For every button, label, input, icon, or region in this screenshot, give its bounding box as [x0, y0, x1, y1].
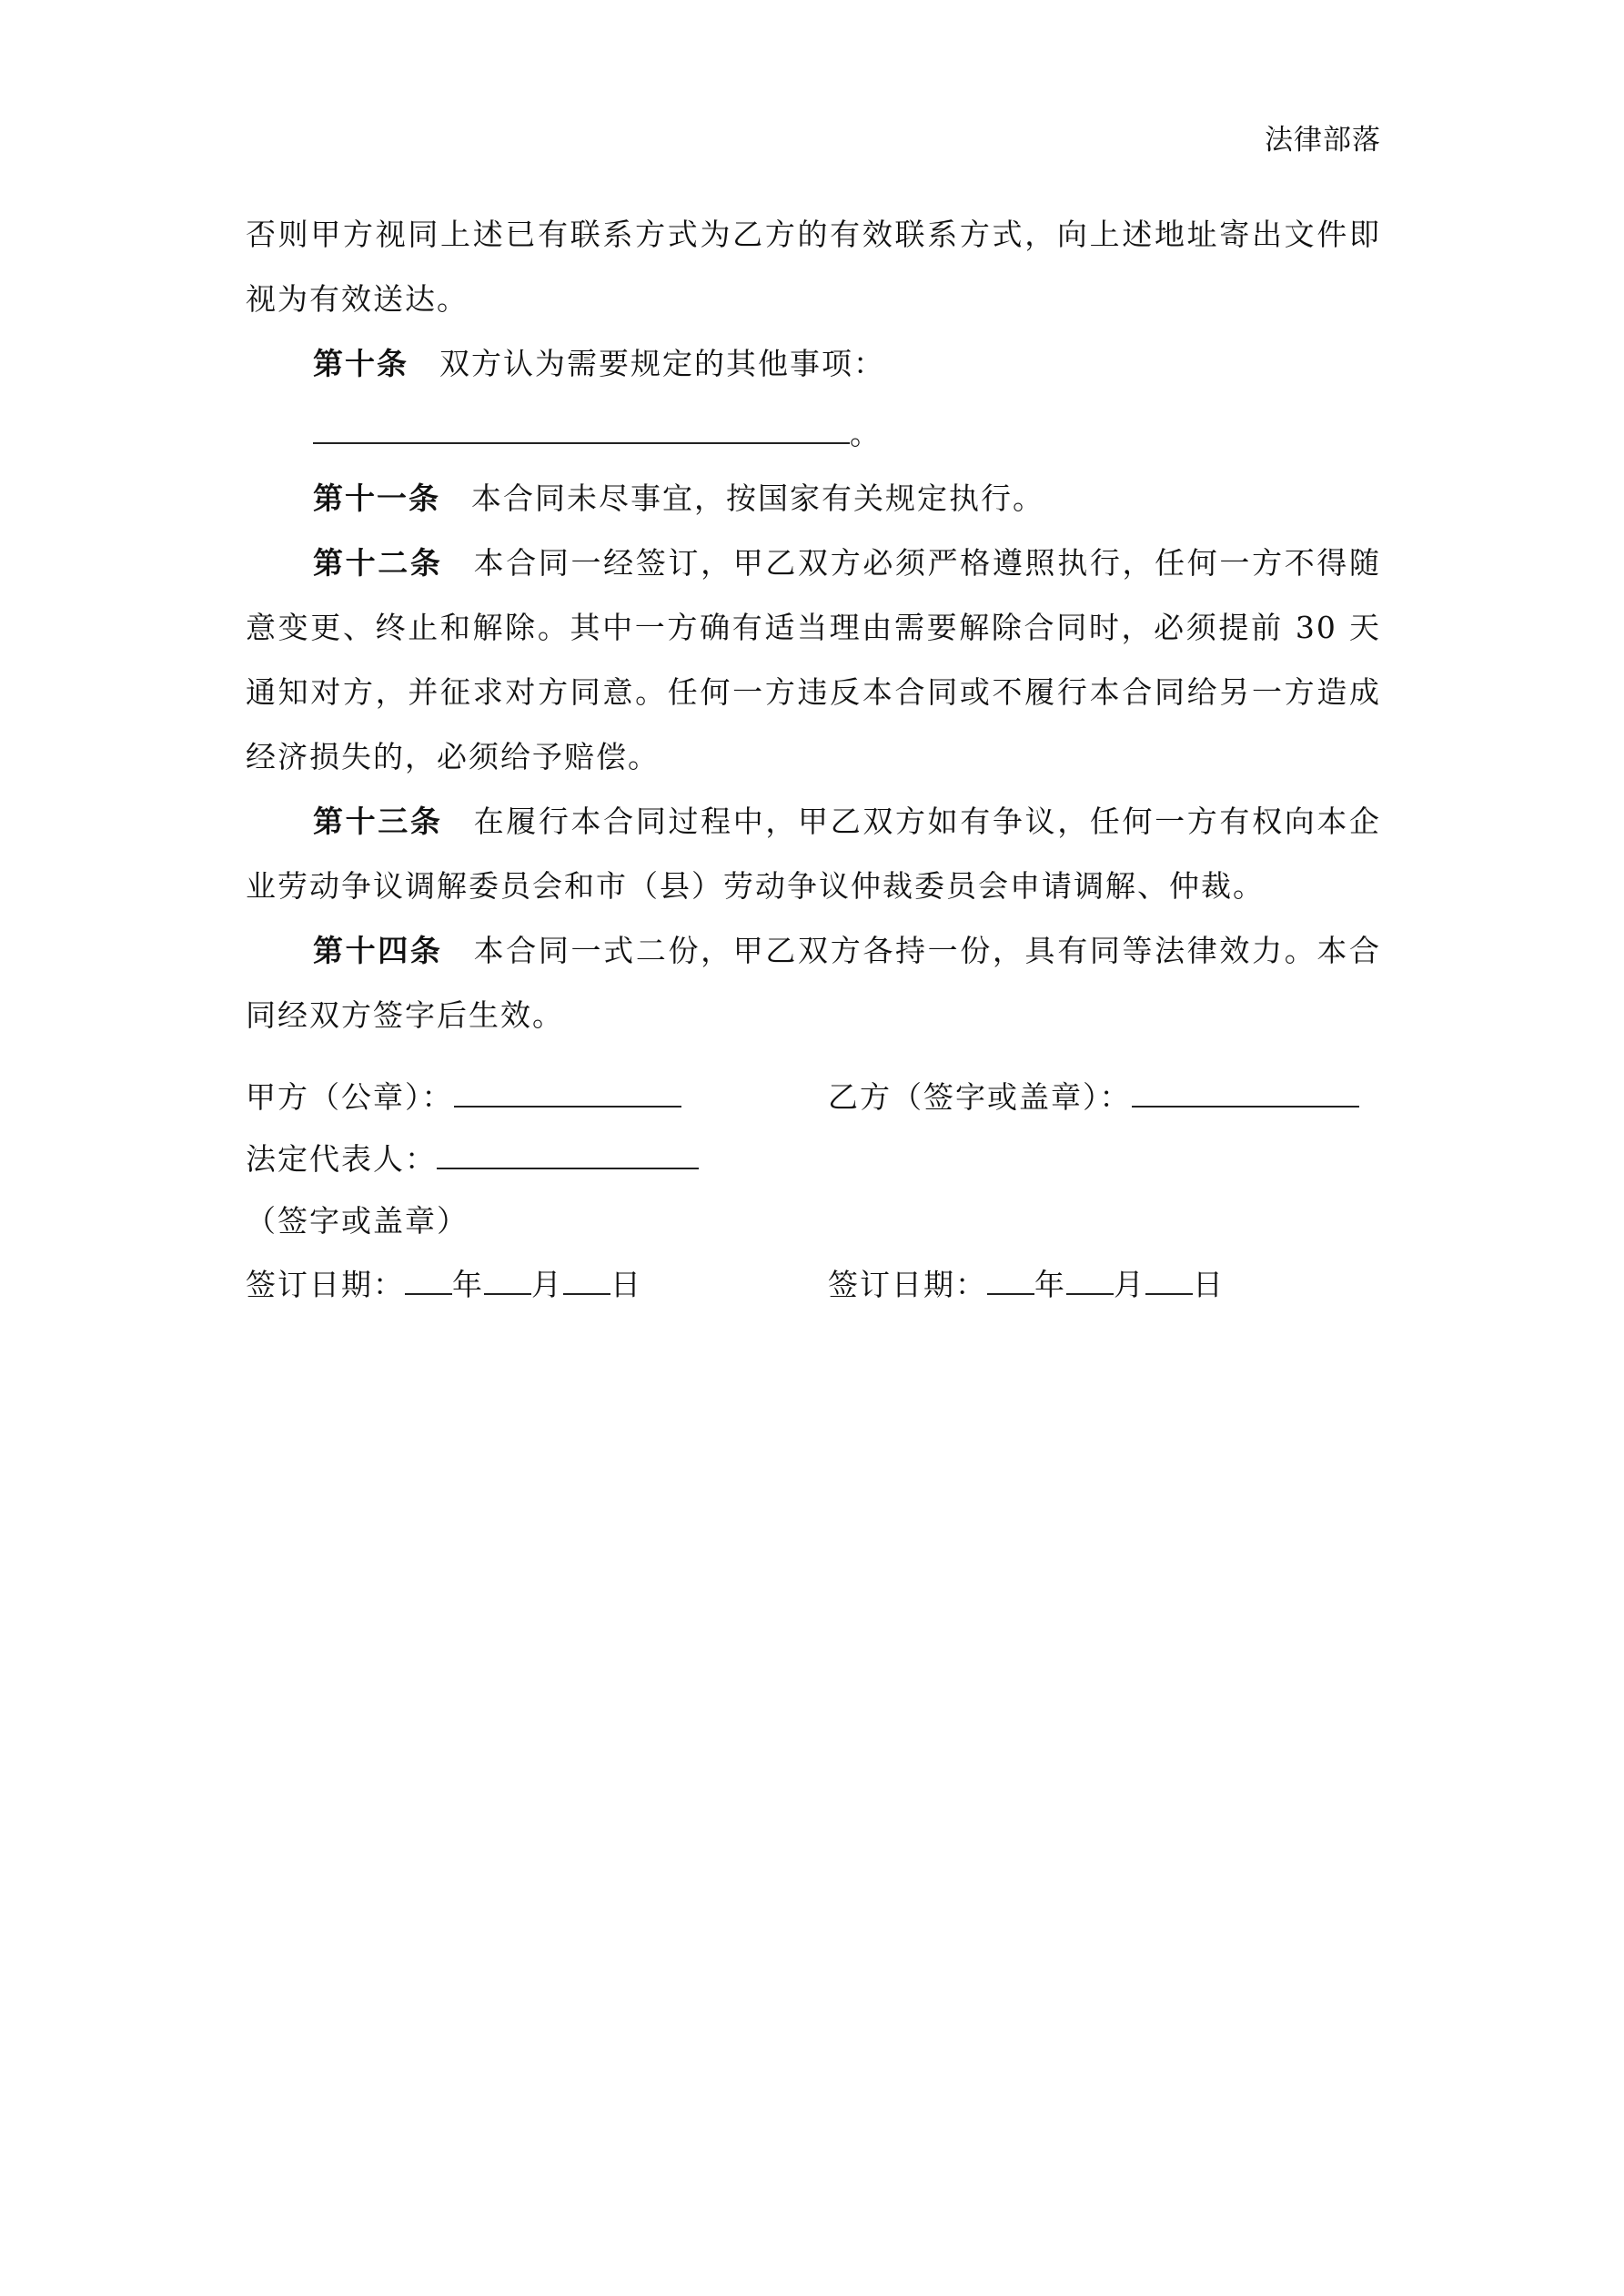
signature-row-seal-note: [246, 1198, 1381, 1252]
article-13-label: 第十三条: [313, 804, 443, 839]
date-a-month-blank: [484, 1268, 531, 1295]
party-a-label: 甲方（公章）：: [246, 1079, 454, 1115]
article-11-text: 本合同未尽事宜，按国家有关规定执行。: [471, 480, 1044, 516]
date-a-day: 日: [610, 1267, 642, 1302]
fill-in-blank: [313, 415, 850, 444]
legal-rep-label: 法定代表人：: [246, 1141, 437, 1177]
article-13: [246, 789, 1381, 918]
article-10-label: 第十条: [313, 346, 409, 381]
date-b-day-blank: [1145, 1268, 1193, 1295]
contract-body: [246, 202, 1381, 1047]
article-10: [246, 331, 1381, 396]
article-12-label: 第十二条: [313, 545, 443, 581]
date-a-year-blank: [405, 1268, 452, 1295]
blank-end-mark: 。: [850, 416, 882, 451]
date-b-label: 签订日期：: [828, 1267, 987, 1302]
article-11-label: 第十一条: [313, 480, 440, 516]
date-a-year: 年: [452, 1267, 484, 1302]
date-b-month-blank: [1066, 1268, 1114, 1295]
page-header: 法律部落: [1265, 124, 1381, 157]
signature-row-parties: [246, 1074, 1381, 1128]
party-a-blank: [454, 1080, 681, 1108]
legal-rep-blank: [437, 1142, 699, 1169]
article-11: [246, 466, 1381, 531]
signature-row-legal-rep: [246, 1136, 1381, 1190]
date-a-day-blank: [563, 1268, 610, 1295]
party-b-blank: [1132, 1080, 1359, 1108]
signature-row-dates: [246, 1261, 1381, 1316]
party-a-signature: [246, 1074, 681, 1117]
party-b-signature: [828, 1074, 1359, 1117]
article-10-text: 双方认为需要规定的其他事项：: [439, 346, 885, 381]
article-12: [246, 531, 1381, 789]
date-a: [246, 1261, 642, 1304]
sign-or-seal-note: （签字或盖章）: [246, 1203, 469, 1239]
article-14-text: 本合同一式二份，甲乙双方各持一份，具有同等法律效力。本合同经双方签字后生效。: [246, 933, 1382, 1033]
date-b-month: 月: [1114, 1267, 1145, 1302]
article-13-text: 在履行本合同过程中，甲乙双方如有争议，任何一方有权向本企业劳动争议调解委员会和市（县）劳动争议仲裁委员会申请调解、仲裁。: [246, 804, 1382, 904]
party-b-label: 乙方（签字或盖章）：: [828, 1079, 1132, 1115]
date-b-year: 年: [1034, 1267, 1066, 1302]
article-10-blank-line: [246, 396, 1381, 466]
date-b-day: 日: [1193, 1267, 1225, 1302]
legal-rep-signature: [246, 1136, 699, 1178]
date-b-year-blank: [987, 1268, 1034, 1295]
date-b: [828, 1261, 1225, 1304]
article-14-label: 第十四条: [313, 933, 443, 968]
date-a-month: 月: [531, 1267, 563, 1302]
date-a-label: 签订日期：: [246, 1267, 405, 1302]
article-12-text: 本合同一经签订，甲乙双方必须严格遵照执行，任何一方不得随意变更、终止和解除。其中一方确有适当理由需要解除合同时，必须提前 30 天通知对方，并征求对方同意。任何一方违反本合同或不履行本合同给另一方造成经济损失的，必须给予赔偿。: [246, 545, 1382, 774]
paragraph-continuation: 否则甲方视同上述已有联系方式为乙方的有效联系方式，向上述地址寄出文件即视为有效送达。: [246, 217, 1381, 317]
article-14: [246, 918, 1381, 1047]
